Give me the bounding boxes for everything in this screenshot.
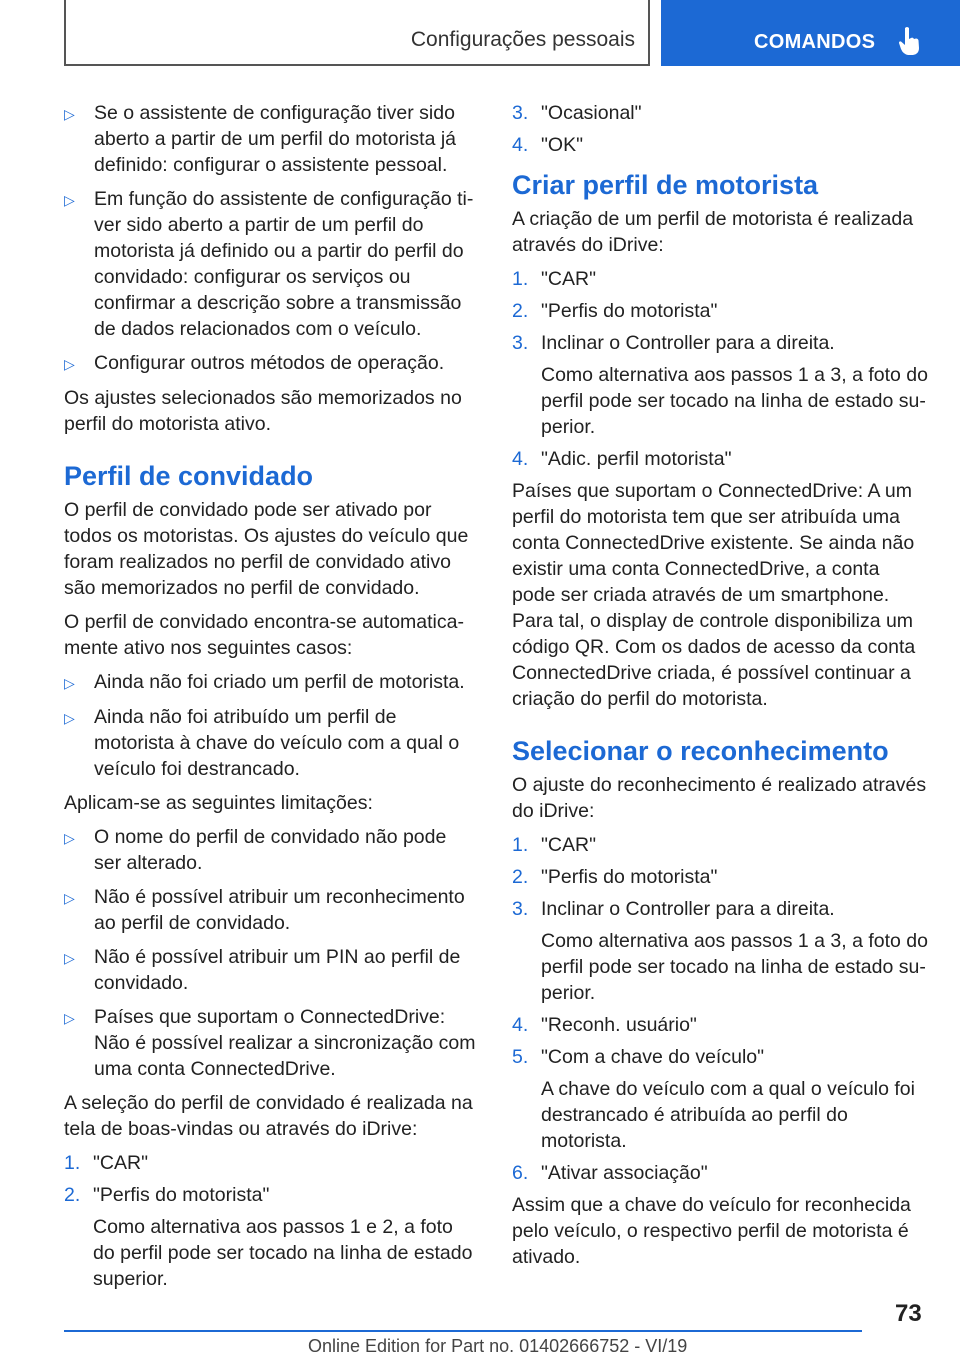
list-item [64,186,478,342]
paragraph-recognition: O ajuste do reconhecimento é realizado através do iDrive: [512,774,927,822]
bullet-text: Países que suportam o ConnectedDrive: Não é possível realizar a sincronização com uma conta ConnectedDrive. [94,1006,476,1080]
step-note: Como alternativa aos passos 1 a 3, a foto do perfil pode ser tocado na linha de estado superior. [541,930,928,1004]
footer-edition: Online Edition for Part no. 01402666752 - VI/19 [308,1336,688,1356]
right-column [512,100,928,1278]
step-text: "CAR" [541,834,597,856]
triangle-bullet-icon: ▷ [64,106,75,122]
heading-select-recognition: Selecionar o reconhecimento [512,736,889,766]
step-number: 1. [64,1152,81,1174]
paragraph-selection: A seleção do perfil de convidado é realizada na tela de boas-vindas ou através do iDrive: [64,1092,473,1140]
triangle-bullet-icon: ▷ [64,890,75,906]
step-number: 4. [512,1014,529,1036]
heading-create-profile: Criar perfil de motorista [512,170,819,200]
list-item [64,350,478,377]
list-item [64,884,478,936]
step-text: "Perfis do motorista" [541,866,718,888]
bullet-text: Se o assistente de configuração tiver sido aberto a partir de um perfil do motorista já definido: configurar o assistente pessoal. [94,102,457,176]
step-number: 1. [512,834,529,856]
bullet-text: Em função do assistente de configuração tiver sido aberto a partir de um perfil do motorista já definido ou a partir do perfil do convidado: configurar os serviços ou confirmar a descrição sobre a transmissão de dados relacionados com o veículo. [94,188,474,340]
page-header [0,0,960,66]
step-number: 2. [512,300,529,322]
numbered-step [512,132,928,158]
step-text: Inclinar o Controller para a direita. [541,332,835,354]
header-right-rule [648,0,650,66]
numbered-step [512,1012,928,1038]
list-item [64,944,478,996]
bullet-text: Ainda não foi atribuído um perfil de motorista à chave do veículo com a qual o veículo foi destrancado. [94,706,460,780]
numbered-step [512,1044,928,1070]
step-number: 2. [512,866,529,888]
step-text: Inclinar o Controller para a direita. [541,898,835,920]
header-left-rule [64,0,66,66]
bullet-text: O nome do perfil de convidado não pode ser alterado. [94,826,447,874]
bullet-text: Configurar outros métodos de operação. [94,352,445,374]
step-text: "Perfis do motorista" [93,1184,270,1206]
list-item [64,669,478,696]
numbered-step [512,1160,928,1186]
paragraph-guest-2: O perfil de convidado encontra-se automaticamente ativo nos seguintes casos: [64,611,464,659]
triangle-bullet-icon: ▷ [64,950,75,966]
step-number: 4. [512,134,529,156]
numbered-step [64,1182,478,1208]
list-item [64,824,478,876]
bullet-text: Não é possível atribuir um PIN ao perfil de convidado. [94,946,461,994]
numbered-step [512,832,928,858]
list-item [64,1004,478,1082]
section-title: Configurações pessoais [410,28,635,51]
triangle-bullet-icon: ▷ [64,830,75,846]
paragraph-guest-1: O perfil de convidado pode ser ativado por todos os motoristas. Os ajustes do veículo que foram realizados no perfil de convidado ativo são memorizados no perfil de convidado. [64,499,469,599]
step-note: Como alternativa aos passos 1 e 2, a foto do perfil pode ser tocado na linha de estado superior. [93,1216,473,1290]
step-note: Como alternativa aos passos 1 a 3, a foto do perfil pode ser tocado na linha de estado superior. [541,364,928,438]
step-number: 5. [512,1046,529,1068]
numbered-step [512,298,928,324]
triangle-bullet-icon: ▷ [64,710,75,726]
step-number: 3. [512,102,529,124]
step-number: 1. [512,268,529,290]
numbered-step [64,1150,478,1176]
triangle-bullet-icon: ▷ [64,1010,75,1026]
numbered-step [512,864,928,890]
page-number: 73 [895,1300,922,1327]
triangle-bullet-icon: ▷ [64,192,75,208]
pointing-hand-icon [897,26,921,56]
numbered-step [512,266,928,292]
paragraph-limits: Aplicam-se as seguintes limitações: [64,792,373,814]
footer-rule [64,1330,862,1332]
heading-guest-profile: Perfil de convidado [64,461,314,491]
step-number: 2. [64,1184,81,1206]
step-text: "Adic. perfil motorista" [541,448,732,470]
left-column [64,100,478,1298]
triangle-bullet-icon: ▷ [64,675,75,691]
paragraph-create: A criação de um perfil de motorista é realizada através do iDrive: [512,208,914,256]
bullet-text: Não é possível atribuir um reconhecimento ao perfil de convidado. [94,886,465,934]
paragraph-saved: Os ajustes selecionados são memorizados no perfil do motorista ativo. [64,387,462,435]
paragraph-connecteddrive: Países que suportam o ConnectedDrive: A um perfil do motorista tem que ser atribuída uma conta ConnectedDrive existente. Se ainda não existir uma conta ConnectedDrive, a conta pode ser criada através de um smartphone. Para tal, o display de controle disponibiliza um código QR. Com os dados de acesso da conta ConnectedDrive criada, é possível continuar a criação do perfil do motorista. [512,480,916,710]
step-number: 3. [512,332,529,354]
chapter-tab[interactable] [661,0,960,66]
chapter-title: COMANDOS [754,31,876,53]
numbered-step [512,446,928,472]
step-text: "Reconh. usuário" [541,1014,697,1036]
step-text: "CAR" [541,268,597,290]
step-text: "Ocasional" [541,102,642,124]
step-text: "Com a chave do veículo" [541,1046,765,1068]
numbered-step [512,100,928,126]
step-text: "OK" [541,134,584,156]
step-text: "CAR" [93,1152,149,1174]
step-number: 4. [512,448,529,470]
step-number: 6. [512,1162,529,1184]
step-number: 3. [512,898,529,920]
step-text: "Perfis do motorista" [541,300,718,322]
list-item [64,704,478,782]
header-bottom-rule [64,64,650,66]
step-note: A chave do veículo com a qual o veículo foi destrancado é atribuída ao perfil do motorista. [541,1078,915,1152]
numbered-step [512,330,928,356]
bullet-text: Ainda não foi criado um perfil de motorista. [94,671,465,693]
triangle-bullet-icon: ▷ [64,356,75,372]
numbered-step [512,896,928,922]
paragraph-final: Assim que a chave do veículo for reconhecida pelo veículo, o respectivo perfil de motorista é ativado. [512,1194,911,1268]
step-text: "Ativar associação" [541,1162,708,1184]
list-item [64,100,478,178]
